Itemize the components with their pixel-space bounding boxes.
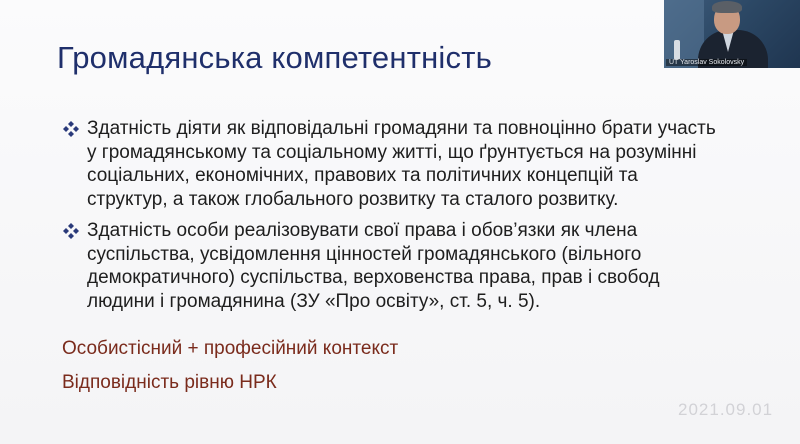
- presenter-hair: [712, 1, 742, 13]
- webcam-video-tile[interactable]: [664, 0, 800, 68]
- diamond-bullet-icon: [62, 120, 80, 138]
- bullet-item: [62, 117, 722, 211]
- bullet-text: Здатність діяти як відповідальні громадяни та повноцінно брати участь у громадянському та соціальному житті, що ґрунтується на розумінні соціальних, економічних, правових та політичних концепцій та структур, а також глобального розвитку та сталого розвитку.: [87, 118, 716, 210]
- bullet-list: [62, 117, 722, 321]
- bullet-item: [62, 219, 722, 313]
- bullet-text: Здатність особи реалізовувати свої права і обов’язки як члена суспільства, усвідомлення цінностей громадянського (вільного демократичного) суспільства, верховенства права, прав і свобод людини і громадянина (ЗУ «Про освіту», ст. 5, ч. 5).: [87, 220, 660, 312]
- diamond-bullet-icon: [62, 222, 80, 240]
- microphone-icon: [674, 40, 680, 60]
- webcam-caption: UT Yaroslav Sokolovsky: [666, 59, 747, 66]
- slide-title: Громадянська компетентність: [57, 40, 492, 75]
- watermark: 2021.09.01: [678, 400, 774, 419]
- subheading-context: Особистісний + професійний контекст: [62, 338, 399, 359]
- subheading-nrk: Відповідність рівню НРК: [62, 372, 277, 393]
